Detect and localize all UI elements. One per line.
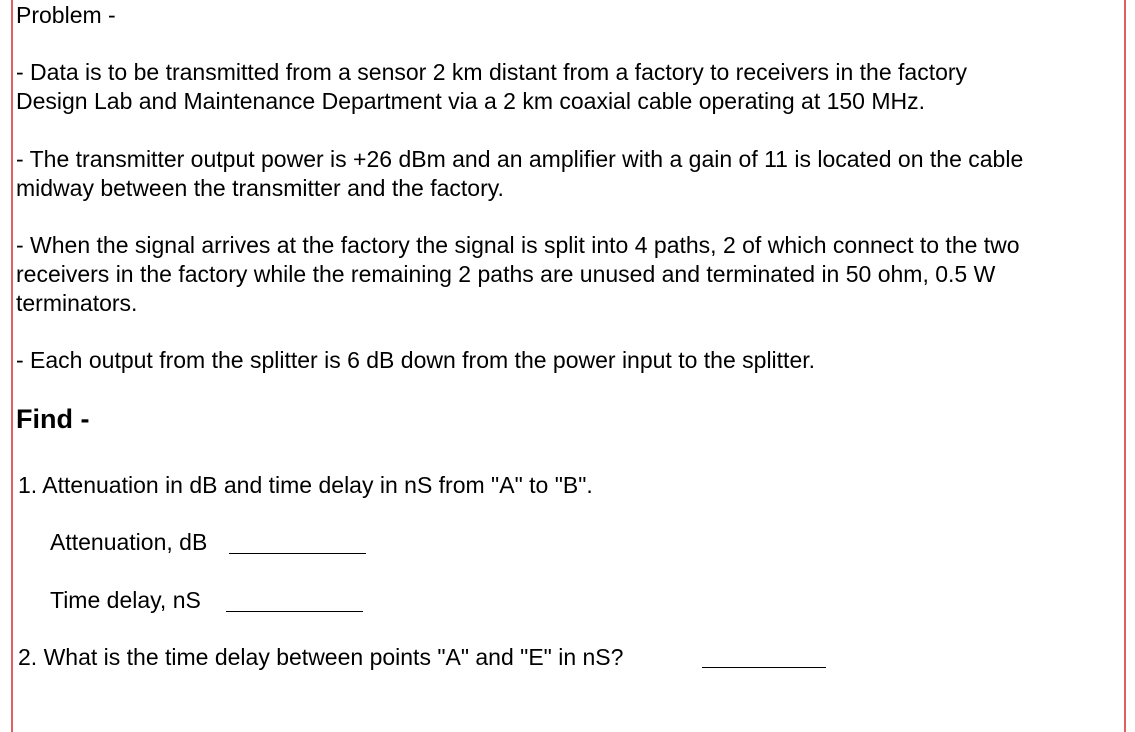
find-heading: Find - bbox=[16, 404, 90, 434]
paragraph-3-line-2: receivers in the factory while the remaining 2 paths are unused and terminated in 50 ohm, 0.5 W bbox=[16, 261, 996, 287]
right-border bbox=[1124, 0, 1126, 732]
paragraph-2-line-1: - The transmitter output power is +26 dBm and an amplifier with a gain of 11 is located on the cable bbox=[16, 146, 1024, 172]
left-border bbox=[11, 0, 13, 732]
paragraph-1-line-1: - Data is to be transmitted from a sensor 2 km distant from a factory to receivers in the factory bbox=[16, 59, 968, 85]
problem-label: Problem - bbox=[16, 2, 116, 28]
paragraph-3-line-1: - When the signal arrives at the factory the signal is split into 4 paths, 2 of which connect to the two bbox=[16, 232, 1020, 258]
question-2: 2. What is the time delay between points "A" and "E" in nS? bbox=[18, 644, 624, 670]
paragraph-3-line-3: terminators. bbox=[16, 290, 138, 316]
time-delay-answer-blank[interactable] bbox=[226, 611, 363, 612]
attenuation-answer-blank[interactable] bbox=[229, 553, 366, 554]
paragraph-4-line-1: - Each output from the splitter is 6 dB down from the power input to the splitter. bbox=[16, 347, 816, 373]
paragraph-2-line-2: midway between the transmitter and the factory. bbox=[16, 175, 504, 201]
time-delay-label: Time delay, nS bbox=[50, 587, 201, 613]
question-2-answer-blank[interactable] bbox=[702, 667, 826, 668]
attenuation-label: Attenuation, dB bbox=[50, 529, 208, 555]
question-1: 1. Attenuation in dB and time delay in nS from "A" to "B". bbox=[18, 472, 593, 498]
paragraph-1-line-2: Design Lab and Maintenance Department via a 2 km coaxial cable operating at 150 MHz. bbox=[16, 88, 926, 114]
